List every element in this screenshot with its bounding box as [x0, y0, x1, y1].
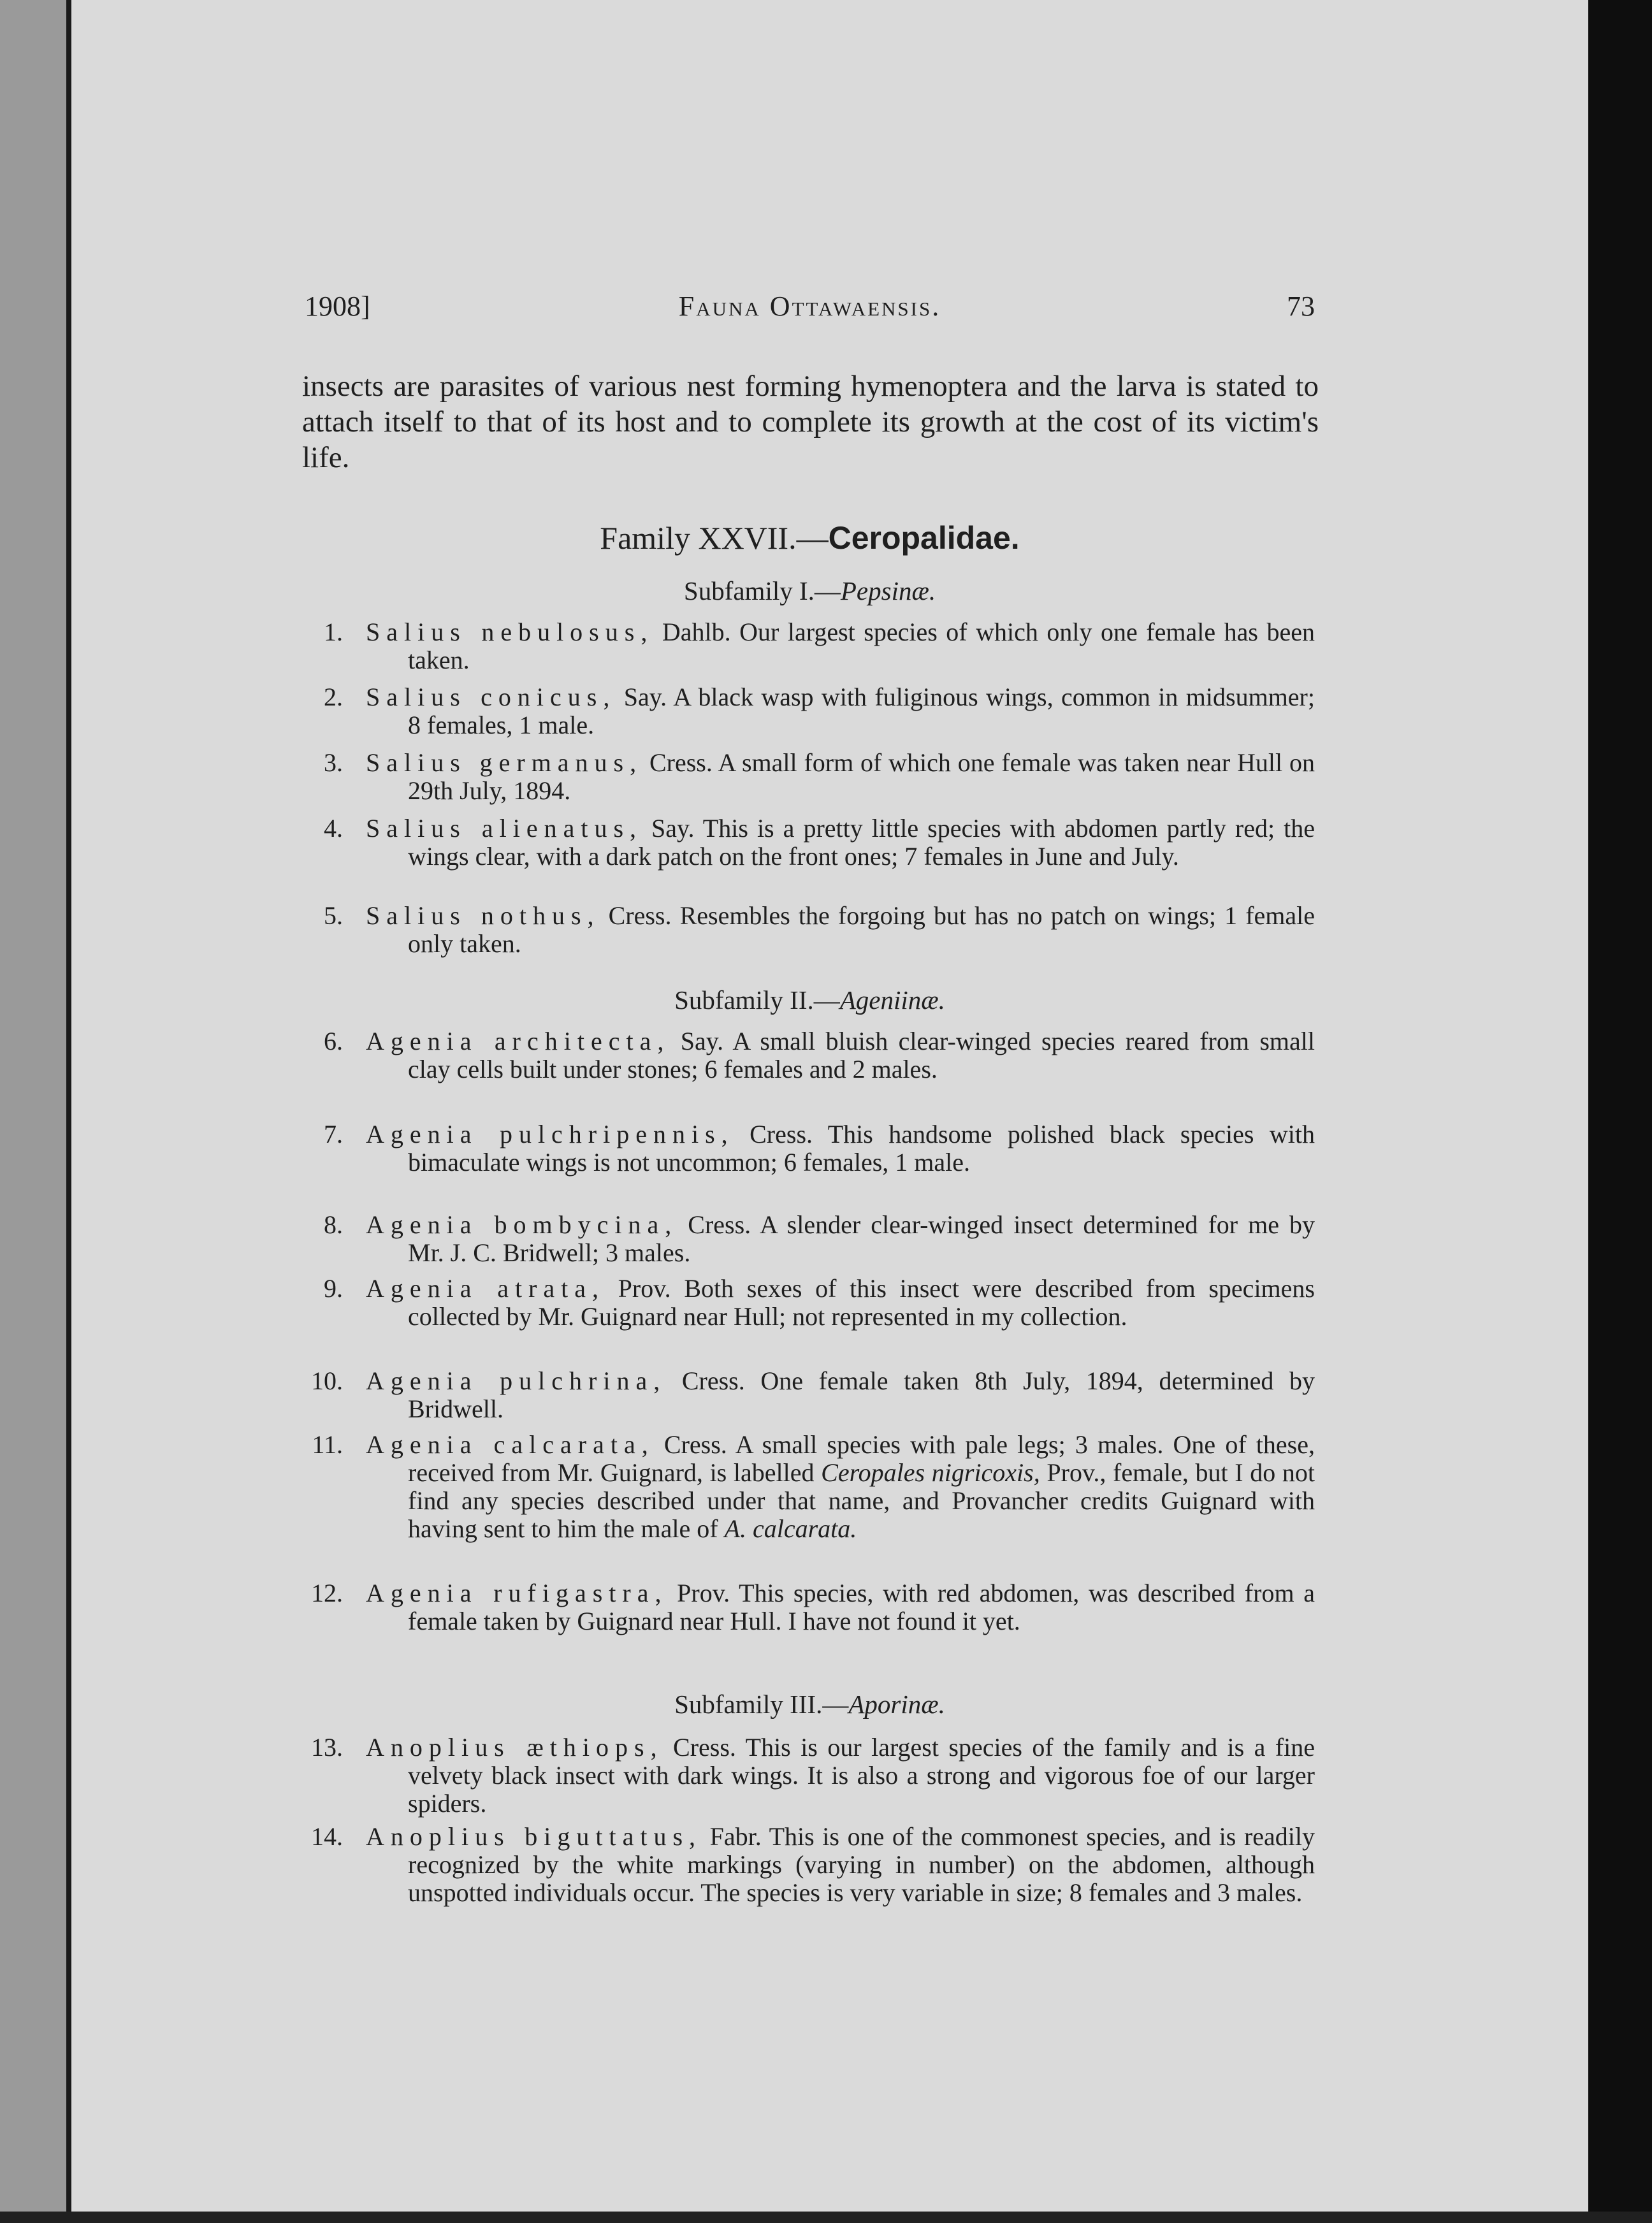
- subfamily-prefix: Subfamily II.—: [674, 985, 840, 1015]
- entry-number: 11.: [312, 1430, 343, 1459]
- page-edge-right: [1588, 0, 1652, 2223]
- intro-paragraph: insects are parasites of various nest forming hymenoptera and the larva is stated to attach itself to that of its host and to complete its growth at the cost of its victim's life.: [302, 370, 1319, 474]
- species-entry: [305, 1734, 1315, 1818]
- header-title: Fauna Ottawaensis.: [678, 291, 941, 322]
- subfamily-heading-2: [305, 985, 1315, 1015]
- species-entry: [305, 1275, 1315, 1331]
- species-note: Cress. Resembles the forgoing but has no patch on wings; 1 female only taken.: [408, 901, 1315, 958]
- entry-number: 5.: [324, 901, 343, 930]
- page-edge-bottom: [0, 2212, 1652, 2223]
- header-year: 1908]: [305, 291, 370, 322]
- species-note: Cress. A small form of which one female was taken near Hull on 29th July, 1894.: [408, 748, 1315, 805]
- species-note: Say. A small bluish clear-winged species reared from small clay cells built under stones; 6 females and 2 males.: [408, 1027, 1315, 1083]
- species-entry: [305, 618, 1315, 674]
- species-note: Cress. This is our largest species of the family and is a fine velvety black insect with dark wings. It is also a strong and vigorous foe of our larger spiders.: [408, 1733, 1315, 1818]
- species-note: Cress. This handsome polished black species with bimaculate wings is not uncommon; 6 females, 1 male.: [408, 1120, 1315, 1177]
- species-note: Cress. One female taken 8th July, 1894, determined by Bridwell.: [408, 1366, 1315, 1423]
- entry-number: 9.: [324, 1274, 343, 1303]
- species-note: Cress. A slender clear-winged insect determined for me by Mr. J. C. Bridwell; 3 males.: [408, 1210, 1315, 1267]
- species-note: Prov. Both sexes of this insect were described from specimens collected by Mr. Guignard near Hull; not represented in my collection.: [408, 1274, 1315, 1331]
- species-entry: [305, 1431, 1315, 1543]
- species-name: Agenia calcarata,: [366, 1430, 655, 1459]
- species-name: Salius conicus,: [366, 683, 616, 711]
- species-name: Agenia architecta,: [366, 1027, 670, 1055]
- entry-number: 12.: [311, 1579, 343, 1607]
- entry-number: 3.: [324, 748, 343, 777]
- entry-number: 6.: [324, 1027, 343, 1055]
- species-entry: [305, 1367, 1315, 1423]
- entry-number: 8.: [324, 1210, 343, 1239]
- species-name: Salius nebulosus,: [366, 618, 654, 646]
- species-name: Agenia atrata,: [366, 1274, 605, 1303]
- species-entry: [305, 1120, 1315, 1177]
- species-note: Dahlb. Our largest species of which only one female has been taken.: [408, 618, 1315, 674]
- subfamily-name: Pepsinæ.: [840, 576, 936, 605]
- species-name: Agenia pulchripennis,: [366, 1120, 734, 1148]
- species-name: Salius germanus,: [366, 748, 643, 777]
- species-note-italic: Ceropales nigricoxis,: [821, 1458, 1040, 1487]
- species-entry: [305, 1211, 1315, 1267]
- entry-number: 13.: [311, 1733, 343, 1762]
- species-name: Anoplius biguttatus,: [366, 1822, 702, 1851]
- species-entry: [305, 815, 1315, 871]
- entry-number: 14.: [311, 1822, 343, 1851]
- subfamily-heading-1: [305, 576, 1315, 606]
- species-name: Agenia pulchrina,: [366, 1366, 667, 1395]
- species-note-part: Prov., female, but I do not find any species described under that name, and Provancher credits Guignard with having sent to him the male of: [408, 1458, 1315, 1543]
- subfamily-name: Aporinæ.: [848, 1690, 945, 1719]
- subfamily-prefix: Subfamily III.—: [674, 1690, 849, 1719]
- subfamily-prefix: Subfamily I.—: [683, 576, 841, 605]
- entry-number: 2.: [324, 683, 343, 711]
- species-note: Fabr. This is one of the commonest species, and is readily recognized by the white markings (varying in number) on the abdomen, although unspotted individuals occur. The species is very variable in size; 8 females and 3 males.: [408, 1822, 1315, 1907]
- family-prefix: Family XXVII.—: [600, 520, 829, 556]
- species-entry: [305, 1579, 1315, 1635]
- entry-number: 1.: [324, 618, 343, 646]
- page-number: 73: [1287, 291, 1315, 322]
- entry-number: 7.: [324, 1120, 343, 1148]
- entry-number: 4.: [324, 814, 343, 843]
- species-note: Prov. This species, with red abdomen, was described from a female taken by Guignard near Hull. I have not found it yet.: [408, 1579, 1315, 1635]
- running-header: [305, 290, 1315, 328]
- species-entry: [305, 1027, 1315, 1083]
- subfamily-name: Ageniinæ.: [839, 985, 945, 1015]
- species-entry: [305, 902, 1315, 958]
- species-name: Anoplius æthiops,: [366, 1733, 663, 1762]
- species-entry: [305, 749, 1315, 805]
- species-name: Salius nothus,: [366, 901, 600, 930]
- species-name: Agenia bombycina,: [366, 1210, 678, 1239]
- species-note: Say. A black wasp with fuliginous wings, common in midsummer; 8 females, 1 male.: [408, 683, 1315, 739]
- species-note: Say. This is a pretty little species with abdomen partly red; the wings clear, with a dark patch on the front ones; 7 females in June and July.: [408, 814, 1315, 871]
- family-name: Ceropalidae.: [828, 520, 1020, 556]
- subfamily-heading-3: [305, 1689, 1315, 1720]
- family-heading: [305, 519, 1315, 556]
- entry-number: 10.: [311, 1366, 343, 1395]
- species-name: Agenia rufigastra,: [366, 1579, 668, 1607]
- species-note-part: Cress. A small species with pale legs; 3 males. One of these, received from Mr. Guignard, is labelled: [408, 1430, 1315, 1487]
- species-entry: [305, 683, 1315, 739]
- species-entry: [305, 1823, 1315, 1907]
- species-name: Salius alienatus,: [366, 814, 643, 843]
- species-note-italic: A. calcarata.: [724, 1514, 857, 1543]
